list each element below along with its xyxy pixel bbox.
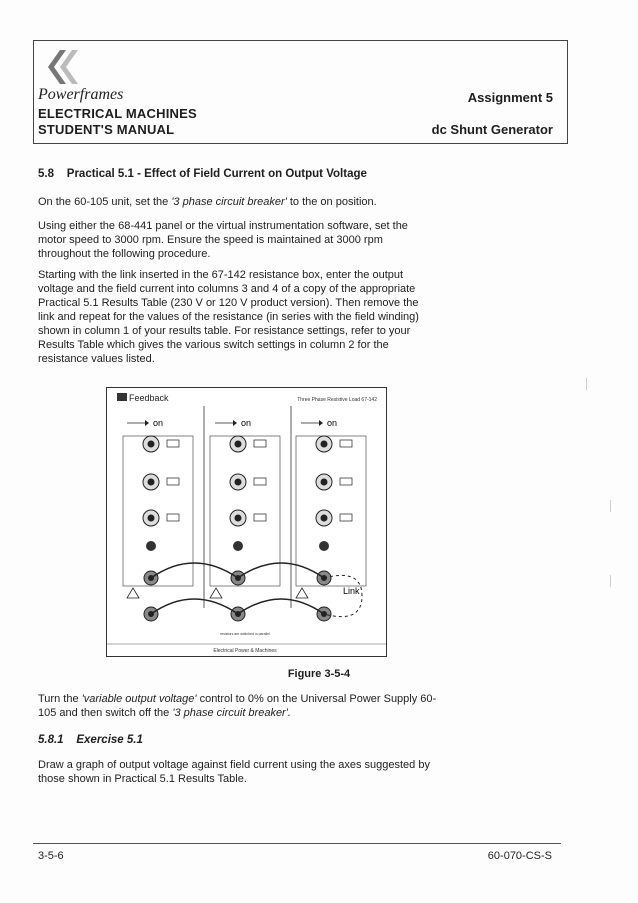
powerframes-logo-icon (40, 48, 80, 86)
on-label: on (327, 418, 338, 428)
exercise-heading (38, 734, 143, 746)
feedback-logo-text: Feedback (129, 393, 169, 403)
paragraph-2: Using either the 68-441 panel or the virtual instrumentation software, set the motor speed to 3000 rpm. Ensure the speed is maintained at 3000 rpm throughout the following procedure. (38, 220, 408, 260)
link-label: Link (343, 586, 360, 596)
subject-label: dc Shunt Generator (431, 122, 553, 137)
margin-mark (586, 378, 587, 390)
exercise-number: 5.8.1 (38, 734, 64, 746)
footer-divider (33, 843, 561, 844)
panel-bottom-label: Electrical Power & Machines (213, 648, 277, 654)
page-number: 3-5-6 (38, 850, 64, 862)
on-label: on (153, 418, 164, 428)
manual-subtitle-2: STUDENT'S MANUAL (38, 122, 175, 137)
paragraph-1-emphasis: '3 phase circuit breaker' (171, 196, 287, 208)
column-2 (210, 418, 280, 621)
paragraph-1-text-b: to the on position. (286, 196, 377, 208)
brand-name: Powerframes (38, 86, 124, 103)
on-label: on (241, 418, 252, 428)
figure-resistive-load-panel (106, 387, 387, 657)
resistive-load-diagram (107, 388, 386, 656)
exercise-title: Exercise 5.1 (76, 734, 143, 746)
section-title: Practical 5.1 - Effect of Field Current on Output Voltage (66, 168, 367, 180)
document-code: 60-070-CS-S (487, 850, 552, 862)
paragraph-5: Draw a graph of output voltage against field current using the axes suggested by those shown in Practical 5.1 Results Table. (38, 759, 430, 785)
margin-mark (610, 575, 611, 587)
paragraph-1-text-a: On the 60-105 unit, set the (38, 196, 172, 208)
feedback-logo-icon (117, 393, 127, 401)
paragraph-4 (38, 692, 438, 720)
panel-title: Three Phase Resistive Load 67-142 (297, 397, 377, 403)
paragraph-3: Starting with the link inserted in the 67-142 resistance box, enter the output voltage and the field current into columns 3 and 4 of a copy of the appropriate Practical 5.1 Results Table (230 V or 120 V product version). Then remove the link and repeat for the values of the resistance (in series with the field winding) shown in column 1 of your results table. For resistance settings, refer to your Results Table which gives the various switch settings in column 2 for the resistance values listed. (38, 269, 419, 365)
assignment-label: Assignment 5 (467, 90, 553, 105)
margin-mark (610, 500, 611, 512)
column-1 (123, 418, 193, 621)
manual-subtitle-1: ELECTRICAL MACHINES (38, 106, 197, 121)
paragraph-1 (38, 195, 438, 209)
figure-caption: Figure 3-5-4 (287, 668, 351, 680)
paragraph-4-emphasis-2: '3 phase circuit breaker'. (172, 707, 291, 719)
paragraph-4-text-b: control to 0% on the Universal Power Supply 60-105 and then switch off the (38, 693, 437, 719)
section-number: 5.8 (38, 168, 54, 180)
section-heading (38, 168, 367, 180)
paragraph-4-emphasis-1: 'variable output voltage' (81, 693, 197, 705)
panel-note: resistors are switched in parallel (220, 632, 270, 636)
paragraph-4-text-a: Turn the (38, 693, 82, 705)
